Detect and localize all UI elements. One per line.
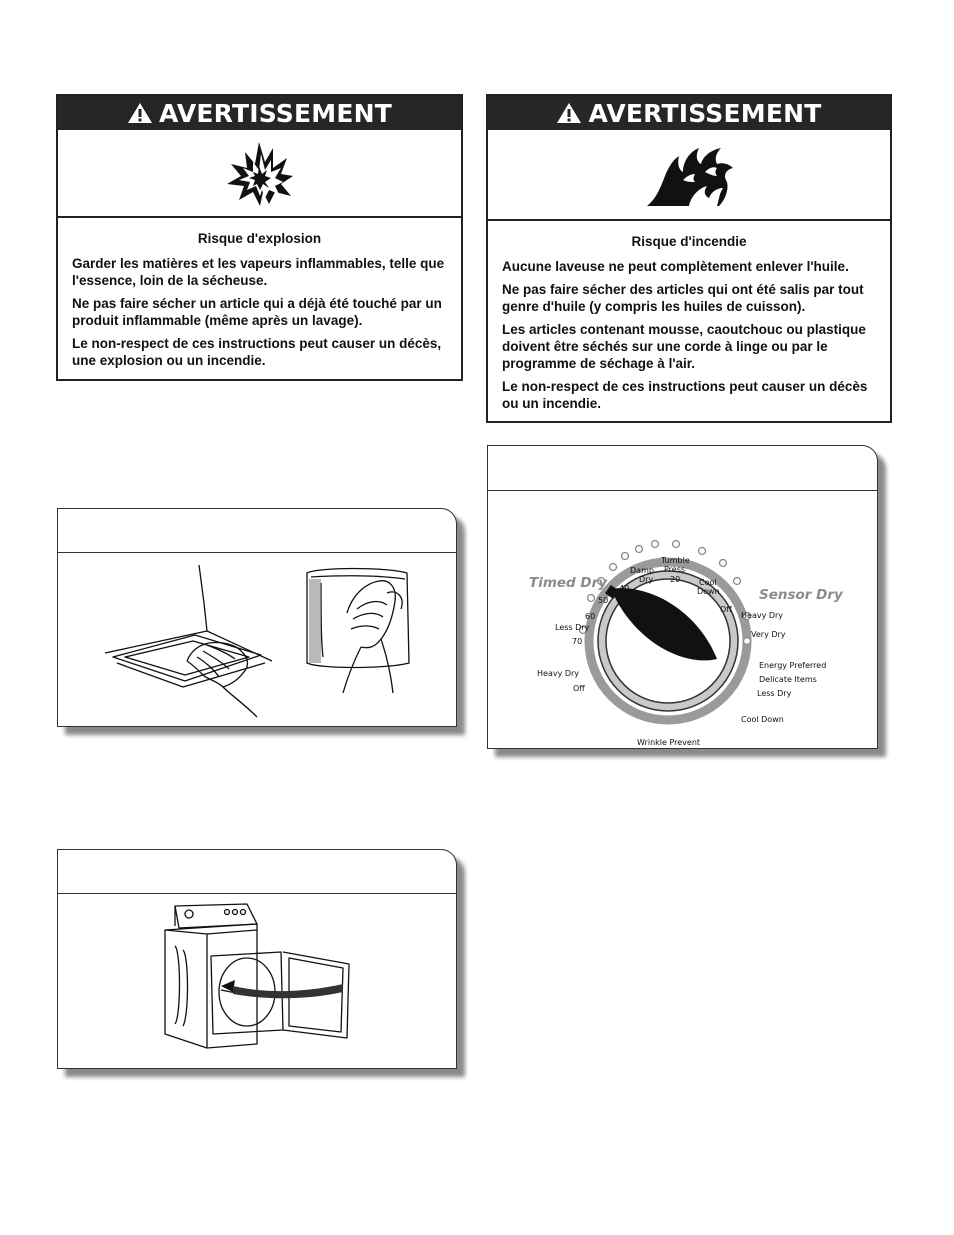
fire-icon <box>643 142 735 208</box>
label-less-dry-timed: Less Dry <box>555 623 590 632</box>
warning-triangle-icon <box>127 102 153 124</box>
label-wrinkle-prevent: Wrinkle Prevent <box>637 738 701 747</box>
label-damp-dry: Damp <box>630 566 654 575</box>
warning-body <box>488 221 890 412</box>
warning-icon-area <box>488 130 890 221</box>
warning-header: AVERTISSEMENT <box>58 96 461 130</box>
label-off-timed: Off <box>573 684 585 693</box>
panel-tab <box>57 849 457 894</box>
warning-fire <box>486 94 892 423</box>
warning-paragraph: Garder les matières et les vapeurs inflammables, telle que l'essence, loin de la sécheuse. <box>72 256 445 288</box>
risk-title: Risque d'explosion <box>197 231 322 246</box>
label-less-dry-sensor: Less Dry <box>757 689 792 698</box>
warning-header: AVERTISSEMENT <box>488 96 890 130</box>
dryer-illustration <box>57 894 457 1069</box>
label-50: 50 <box>598 596 609 605</box>
label-40: 40 <box>619 584 630 593</box>
label-cool-down-timed: Cool <box>699 578 717 587</box>
label-60: 60 <box>585 612 596 621</box>
timed-dry-heading: Timed Dry <box>529 575 608 591</box>
risk-title: Risque d'incendie <box>631 234 747 249</box>
warning-paragraph: Les articles contenant mousse, caoutchouc ou plastique doivent être séchés sur une corde à linge ou par le programme de séchage à l'air. <box>502 322 866 371</box>
warning-body <box>58 218 461 369</box>
label-delicate-items: Delicate Items <box>759 675 817 684</box>
label-20: 20 <box>670 575 681 584</box>
warning-paragraph: Ne pas faire sécher un article qui a déjà été touché par un produit inflammable (même après un lavage). <box>72 296 442 328</box>
explosion-icon <box>225 140 295 206</box>
illustration-panel-lint-screen <box>57 508 457 727</box>
label-cool-down-sensor: Cool Down <box>741 715 784 724</box>
warning-paragraph: Le non-respect de ces instructions peut causer un décès ou un incendie. <box>502 379 868 411</box>
sensor-dry-heading: Sensor Dry <box>759 587 843 603</box>
warning-paragraph: Aucune laveuse ne peut complètement enlever l'huile. <box>502 259 849 274</box>
label-tumble-press: Tumble <box>661 556 690 565</box>
label-tumble-press: Press <box>664 565 686 574</box>
label-very-dry: Very Dry <box>751 630 786 639</box>
warning-explosion <box>56 94 463 381</box>
illustration-panel-dial <box>487 445 878 749</box>
warning-paragraph: Le non-respect de ces instructions peut causer un décès, une explosion ou un incendie. <box>72 336 442 368</box>
label-off-sensor: Off <box>720 605 732 614</box>
illustration-panel-dryer-door <box>57 849 457 1069</box>
warning-triangle-icon <box>556 102 582 124</box>
warning-icon-area <box>58 130 461 218</box>
label-damp-dry: Dry <box>639 575 654 584</box>
warning-paragraph: Ne pas faire sécher des articles qui ont été salis par tout genre d'huile (y compris les huiles de cuisson). <box>502 282 864 314</box>
label-70: 70 <box>572 637 583 646</box>
label-heavy-dry-sensor: Heavy Dry <box>741 611 784 620</box>
cycle-dial <box>487 491 878 749</box>
label-cool-down-timed: Down <box>697 587 720 596</box>
label-heavy-dry-timed: Heavy Dry <box>537 669 580 678</box>
panel-tab <box>487 445 878 491</box>
label-energy-preferred: Energy Preferred <box>759 661 827 670</box>
panel-tab <box>57 508 457 553</box>
lint-screen-illustration <box>57 553 457 727</box>
